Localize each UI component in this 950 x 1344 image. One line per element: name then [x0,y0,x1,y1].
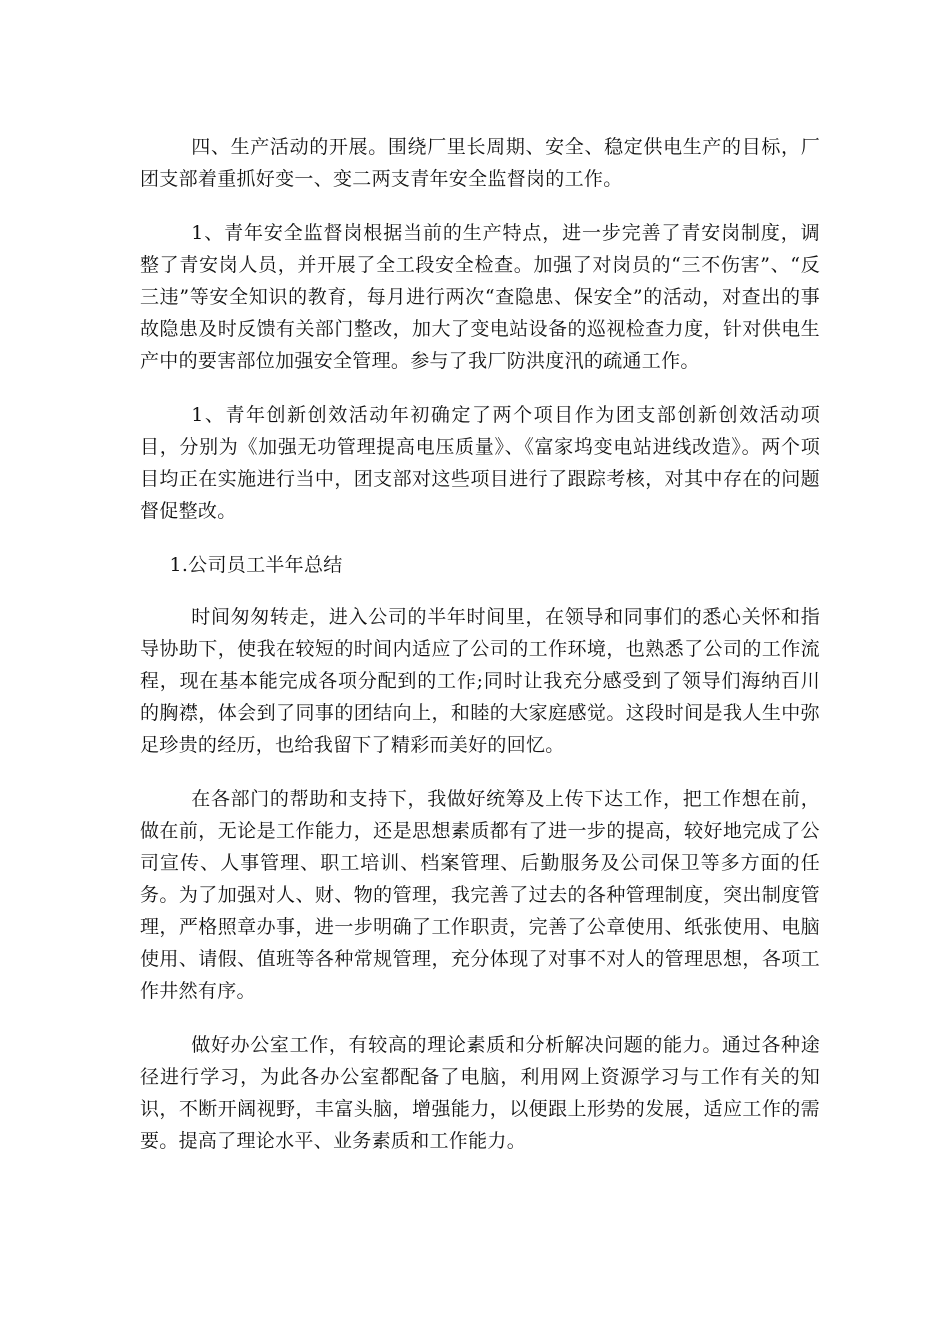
paragraph-half-year-intro: 时间匆匆转走，进入公司的半年时间里，在领导和同事们的悉心关怀和指导协助下，使我在较短的时间内适应了公司的工作环境，也熟悉了公司的工作流程，现在基本能完成各项分配到的工作;同时让我充分感受到了领导们海纳百川的胸襟，体会到了同事的团结向上，和睦的大家庭感觉。这段时间是我人生中弥足珍贵的经历，也给我留下了精彩而美好的回忆。 [140,606,820,756]
paragraph-office-work: 做好办公室工作，有较高的理论素质和分析解决问题的能力。通过各种途径进行学习，为此各办公室都配备了电脑，利用网上资源学习与工作有关的知识，不断开阔视野，丰富头脑，增强能力，以便跟上形势的发展，适应工作的需要。提高了理论水平、业务素质和工作能力。 [140,1034,820,1152]
paragraph-safety-supervision: 1、青年安全监督岗根据当前的生产特点，进一步完善了青安岗制度，调整了青安岗人员，并开展了全工段安全检查。加强了对岗员的“三不伤害”、“反三违”等安全知识的教育，每月进行两次“查隐患、保安全”的活动，对查出的事故隐患及时反馈有关部门整改，加大了变电站设备的巡视检查力度，针对供电生产中的要害部位加强安全管理。参与了我厂防洪度汛的疏通工作。 [140,222,820,372]
paragraph-department-work: 在各部门的帮助和支持下，我做好统筹及上传下达工作，把工作想在前，做在前，无论是工作能力，还是思想素质都有了进一步的提高，较好地完成了公司宣传、人事管理、职工培训、档案管理、后勤服务及公司保卫等多方面的任务。为了加强对人、财、物的管理，我完善了过去的各种管理制度，突出制度管理，严格照章办事，进一步明确了工作职责，完善了公章使用、纸张使用、电脑使用、请假、值班等各种常规管理，充分体现了对事不对人的管理思想，各项工作井然有序。 [140,788,820,1002]
paragraph-innovation-projects: 1、青年创新创效活动年初确定了两个项目作为团支部创新创效活动项目，分别为《加强无功管理提高电压质量》、《富家坞变电站进线改造》。两个项目均正在实施进行当中，团支部对这些项目进行了跟踪考核，对其中存在的问题督促整改。 [140,404,820,522]
document-body [140,131,820,1179]
paragraph-production-activities: 四、生产活动的开展。围绕厂里长周期、安全、稳定供电生产的目标，厂团支部着重抓好变一、变二两支青年安全监督岗的工作。 [140,136,820,190]
section-heading: 1.公司员工半年总结 [169,554,343,576]
